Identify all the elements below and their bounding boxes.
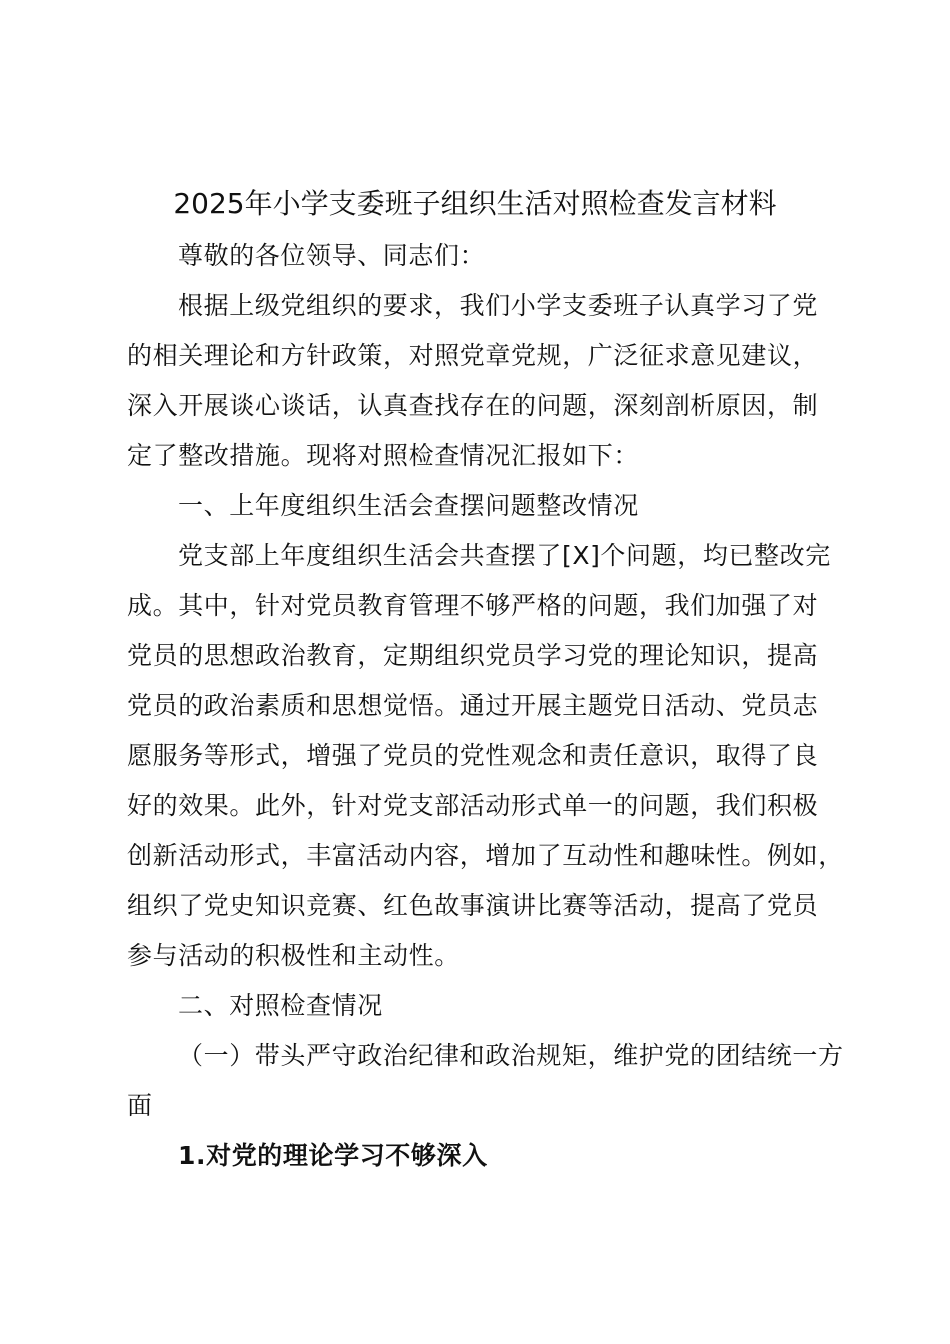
body-line: 党支部上年度组织生活会共查摆了[X]个问题，均已整改完 — [178, 541, 831, 570]
section-heading: 一、上年度组织生活会查摆问题整改情况 — [178, 491, 639, 520]
section-heading: 二、对照检查情况 — [178, 991, 383, 1020]
body-line: 好的效果。此外，针对党支部活动形式单一的问题，我们积极 — [127, 791, 819, 820]
intro-line: 根据上级党组织的要求，我们小学支委班子认真学习了党 — [178, 291, 819, 320]
greeting: 尊敬的各位领导、同志们： — [178, 241, 486, 270]
body-line: 成。其中，针对党员教育管理不够严格的问题，我们加强了对 — [127, 591, 819, 620]
body-line: 党员的政治素质和思想觉悟。通过开展主题党日活动、党员志 — [127, 691, 819, 720]
body-line: 党员的思想政治教育，定期组织党员学习党的理论知识，提高 — [127, 641, 819, 670]
subsection-heading: 面 — [127, 1091, 153, 1120]
document-title: 2025年小学支委班子组织生活对照检查发言材料 — [173, 187, 777, 220]
body-line: 参与活动的积极性和主动性。 — [127, 941, 460, 970]
intro-line: 深入开展谈心谈话，认真查找存在的问题，深刻剖析原因，制 — [127, 391, 819, 420]
intro-line: 的相关理论和方针政策，对照党章党规，广泛征求意见建议， — [127, 341, 819, 370]
point-heading: 1.对党的理论学习不够深入 — [178, 1141, 488, 1170]
body-line: 创新活动形式，丰富活动内容，增加了互动性和趣味性。例如， — [127, 841, 844, 870]
subsection-heading: （一）带头严守政治纪律和政治规矩，维护党的团结统一方 — [178, 1041, 844, 1070]
intro-line: 定了整改措施。现将对照检查情况汇报如下： — [127, 441, 640, 470]
body-line: 愿服务等形式，增强了党员的党性观念和责任意识，取得了良 — [127, 741, 819, 770]
body-line: 组织了党史知识竞赛、红色故事演讲比赛等活动，提高了党员 — [127, 891, 819, 920]
